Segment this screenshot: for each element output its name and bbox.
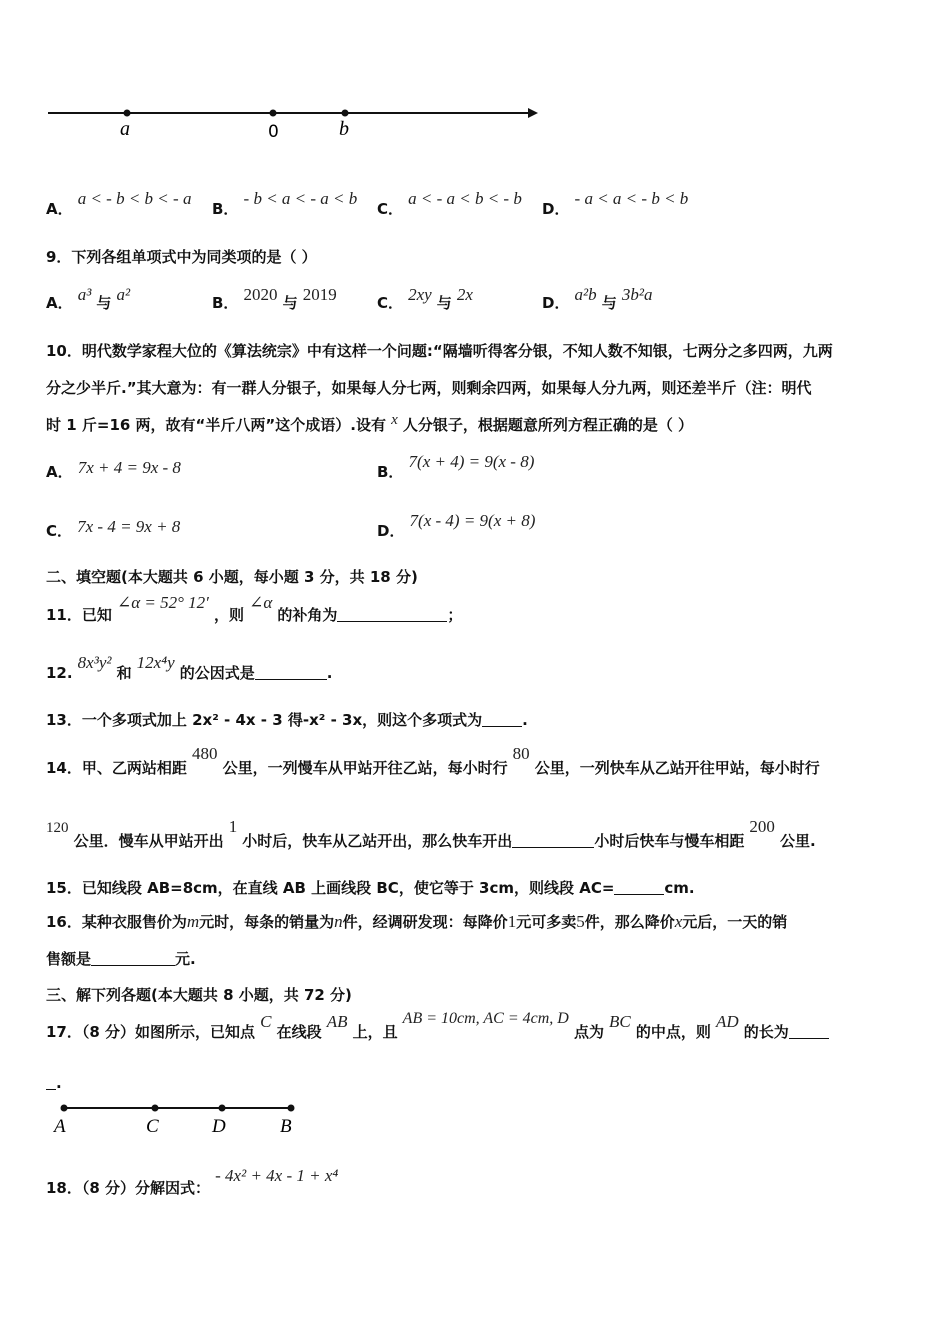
number-line-figure — [40, 95, 540, 145]
q8-option-d[interactable]: D． - a < a < - b < b — [542, 189, 689, 218]
q13: 13．一个多项式加上 2x² - 4x - 3 得-x² - 3x，则这个多项式为 . — [46, 711, 528, 729]
q15: 15．已知线段 AB=8cm，在直线 AB 上画线段 BC，使它等于 3cm，则线段 AC= cm. — [46, 879, 695, 897]
q8-option-c-expr: a < - a < b < - b — [408, 189, 522, 208]
q8-option-d-expr: - a < a < - b < b — [574, 189, 689, 208]
label-b: b — [339, 118, 349, 140]
q17-answer-blank-cont[interactable] — [46, 1075, 56, 1090]
point-D — [219, 1105, 226, 1112]
q9-option-b[interactable]: B． 2020 与 2019 — [212, 285, 337, 312]
q11: 11．已知 ∠α = 52° 12′ ，则 ∠α 的补角为 ； — [46, 593, 463, 624]
q10-option-c[interactable]: C． 7x - 4 = 9x + 8 — [46, 517, 181, 540]
label-a: a — [120, 118, 130, 140]
q10-line-1: 10．明代数学家程大位的《算法统宗》中有这样一个问题:“隔墙听得客分银，不知人数不知银，七两分之多四两，九两 — [46, 342, 833, 360]
point-B — [288, 1105, 295, 1112]
q11-answer-blank[interactable] — [337, 607, 447, 622]
segment-figure — [45, 1098, 315, 1140]
q16-line-2: 售额是 元. — [46, 950, 196, 968]
q15-answer-blank[interactable] — [614, 880, 664, 895]
q9-option-a[interactable]: A． a³ 与 a² — [46, 285, 131, 312]
q14-answer-blank[interactable] — [512, 833, 594, 848]
point-a — [124, 110, 131, 117]
point-zero — [270, 110, 277, 117]
q9-option-d[interactable]: D． a²b 与 3b²a — [542, 285, 653, 312]
label-D: D — [212, 1116, 226, 1137]
label-A: A — [54, 1116, 66, 1137]
q10-line-3: 时 1 斤=16 两，故有“半斤八两”这个成语）.设有 x 人分银子，根据题意所列方程正确的是（ ） — [46, 412, 694, 434]
q13-answer-blank[interactable] — [482, 712, 522, 727]
q10-option-b[interactable]: B． 7(x + 4) = 9(x - 8) — [377, 452, 535, 481]
q17-line-1: 17．（8 分）如图所示，已知点 C 在线段 AB 上，且 AB = 10cm, AC = 4cm, D 点为 BC 的中点，则 AD 的长为 — [46, 1021, 829, 1042]
q8-option-b-expr: - b < a < - a < b — [243, 189, 358, 208]
q10-line-2: 分之少半斤.”其大意为：有一群人分银子，如果每人分七两，则剩余四两，如果每人分九两，则还差半斤（注：明代 — [46, 379, 812, 397]
section-2-title: 二、填空题(本大题共 6 小题，每小题 3 分，共 18 分) — [46, 568, 418, 586]
q16-answer-blank[interactable] — [91, 951, 175, 966]
label-C: C — [146, 1116, 159, 1137]
q14-line-2: 120 公里．慢车从甲站开出 1 小时后，快车从乙站开出，那么快车开出 小时后快车与慢车相距 200 公里. — [46, 817, 816, 850]
q18-expr: - 4x² + 4x - 1 + x⁴ — [215, 1166, 339, 1185]
q12-answer-blank[interactable] — [255, 665, 327, 680]
q10-option-d[interactable]: D． 7(x - 4) = 9(x + 8) — [377, 511, 536, 540]
point-A — [61, 1105, 68, 1112]
q9-stem: 9．下列各组单项式中为同类项的是（ ） — [46, 248, 317, 266]
q8-option-a-expr: a < - b < b < - a — [77, 189, 192, 208]
q16-line-1: 16．某种衣服售价为m元时，每条的销量为n件，经调研发现：每降价1元可多卖5件，那么降价x元后，一天的销 — [46, 912, 788, 931]
label-zero: 0 — [268, 122, 279, 142]
q8-option-c[interactable]: C． a < - a < b < - b — [377, 189, 522, 218]
number-line-arrow — [528, 108, 538, 118]
q12: 12. 8x³y² 和 12x⁴y 的公因式是 . — [46, 653, 333, 682]
q8-option-b[interactable]: B． - b < a < - a < b — [212, 189, 358, 218]
label-B: B — [280, 1116, 292, 1137]
point-C — [152, 1105, 159, 1112]
q10-option-a[interactable]: A． 7x + 4 = 9x - 8 — [46, 458, 181, 481]
point-b — [342, 110, 349, 117]
section-3-title: 三、解下列各题(本大题共 8 小题，共 72 分) — [46, 986, 352, 1004]
q14-line-1: 14．甲、乙两站相距 480 公里，一列慢车从甲站开往乙站，每小时行 80 公里，一列快车从乙站开往甲站，每小时行 — [46, 744, 820, 777]
q17-line-2: . — [46, 1073, 62, 1092]
q17-answer-blank[interactable] — [789, 1024, 829, 1039]
q18: 18．（8 分）分解因式： - 4x² + 4x - 1 + x⁴ — [46, 1166, 339, 1197]
q9-option-c[interactable]: C． 2xy 与 2x — [377, 285, 473, 312]
q8-option-a[interactable]: A． a < - b < b < - a — [46, 189, 192, 218]
